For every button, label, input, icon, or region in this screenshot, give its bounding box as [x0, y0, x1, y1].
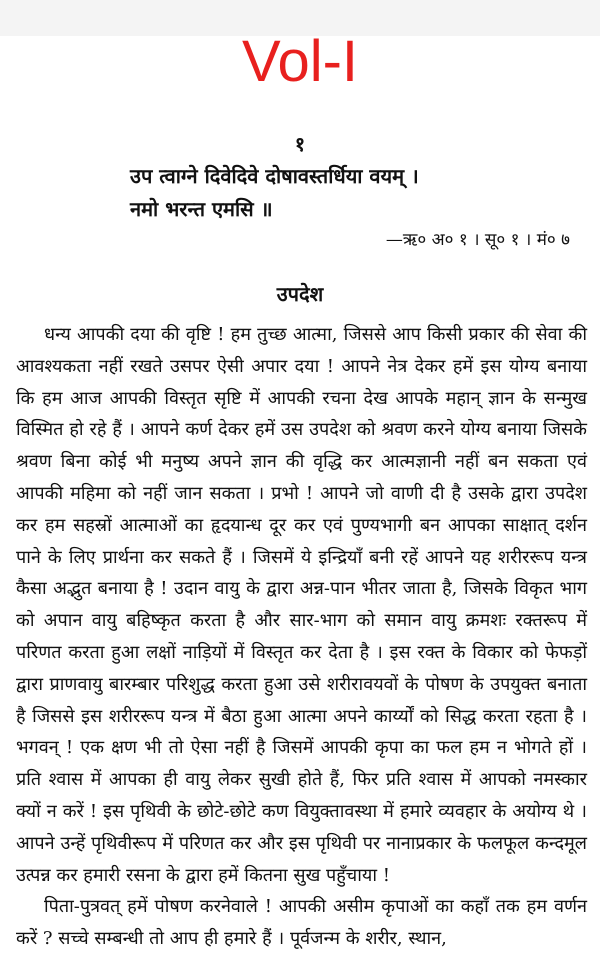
section-heading: उपदेश	[276, 282, 324, 306]
volume-label: Vol-I	[241, 29, 359, 94]
body-text	[16, 319, 587, 955]
mantra-line-1: उप त्वाग्ने दिवेदिवे दोषावस्तर्धिया वयम् ।	[130, 164, 419, 188]
mantra-line-2: नमो भरन्त एमसि ॥	[130, 197, 273, 221]
paragraph-2: पिता-पुत्रवत् हमें पोषण करनेवाले ! आपकी असीम कृपाओं का कहाँ तक हम वर्णन करें ? सच्चे सम्बन्धी तो आप ही हमारे हैं । पूर्वजन्म के शरीर, स्थान,	[16, 896, 587, 950]
verse-number: १	[294, 132, 306, 156]
scripture-reference: —ऋ० अ० १ । सू० १ । मं० ७	[385, 230, 570, 250]
paragraph-1: धन्य आपकी दया की वृष्टि ! हम तुच्छ आत्मा, जिससे आप किसी प्रकार की सेवा की आवश्यकता नहीं रखते उसपर ऐसी अपार दया ! आपने नेत्र देकर हमें इस योग्य बनाया कि हम आज आपकी विस्तृत सृष्टि में आपकी रचना देख आपके महान् ज्ञान के सन्मुख विस्मित हो रहे हैं । आपने कर्ण देकर हमें उस उपदेश को श्रवण करने योग्य बनाया जिसके श्रवण बिना कोई भी मनुष्य अपने ज्ञान की वृद्धि कर आत्मज्ञानी नहीं बन सकता एवं आपकी महिमा को नहीं जान सकता । प्रभो ! आपने जो वाणी दी है उसके द्वारा उपदेश कर हम सहस्रों आत्माओं का हृदयान्ध दूर कर एवं पुण्यभागी बन आपका साक्षात् दर्शन पाने के लिए प्रार्थना कर सकते हैं । जिसमें ये इन्द्रियाँ बनी रहें आपने यह शरीररूप यन्त्र कैसा अद्भुत बनाया है ! उदान वायु के द्वारा अन्न-पान भीतर जाता है, जिसके विकृत भाग को अपान वायु बहिष्कृत करता है और सार-भाग को समान वायु क्रमशः रक्तरूप में परिणत करता हुआ लक्षों नाड़ियों में विस्तृत कर देता है । इस रक्त के विकार को फेफड़ों द्वारा प्राणवायु बारम्बार परिशुद्ध करता हुआ उसे शरीरावयवों के पोषण के उपयुक्त बनाता है जिससे इस शरीररूप यन्त्र में बैठा हुआ आत्मा अपने कार्य्यों को सिद्ध करता रहता है । भगवन् ! एक क्षण भी तो ऐसा नहीं है जिसमें आपकी कृपा का फल हम न भोगते हों । प्रति श्वास में आपका ही वायु लेकर सुखी होते हैं, फिर प्रति श्वास में आपको नमस्कार क्यों न करें ! इस पृथिवी के छोटे-छोटे कण वियुक्तावस्था में हमारे व्यवहार के अयोग्य थे । आपने उन्हें पृथिवीरूप में परिणत कर और इस पृथिवी पर नानाप्रकार के फलफूल कन्दमूल उत्पन्न कर हमारी रसना के द्वारा हमें कितना सुख पहुँचाया !	[16, 324, 587, 886]
